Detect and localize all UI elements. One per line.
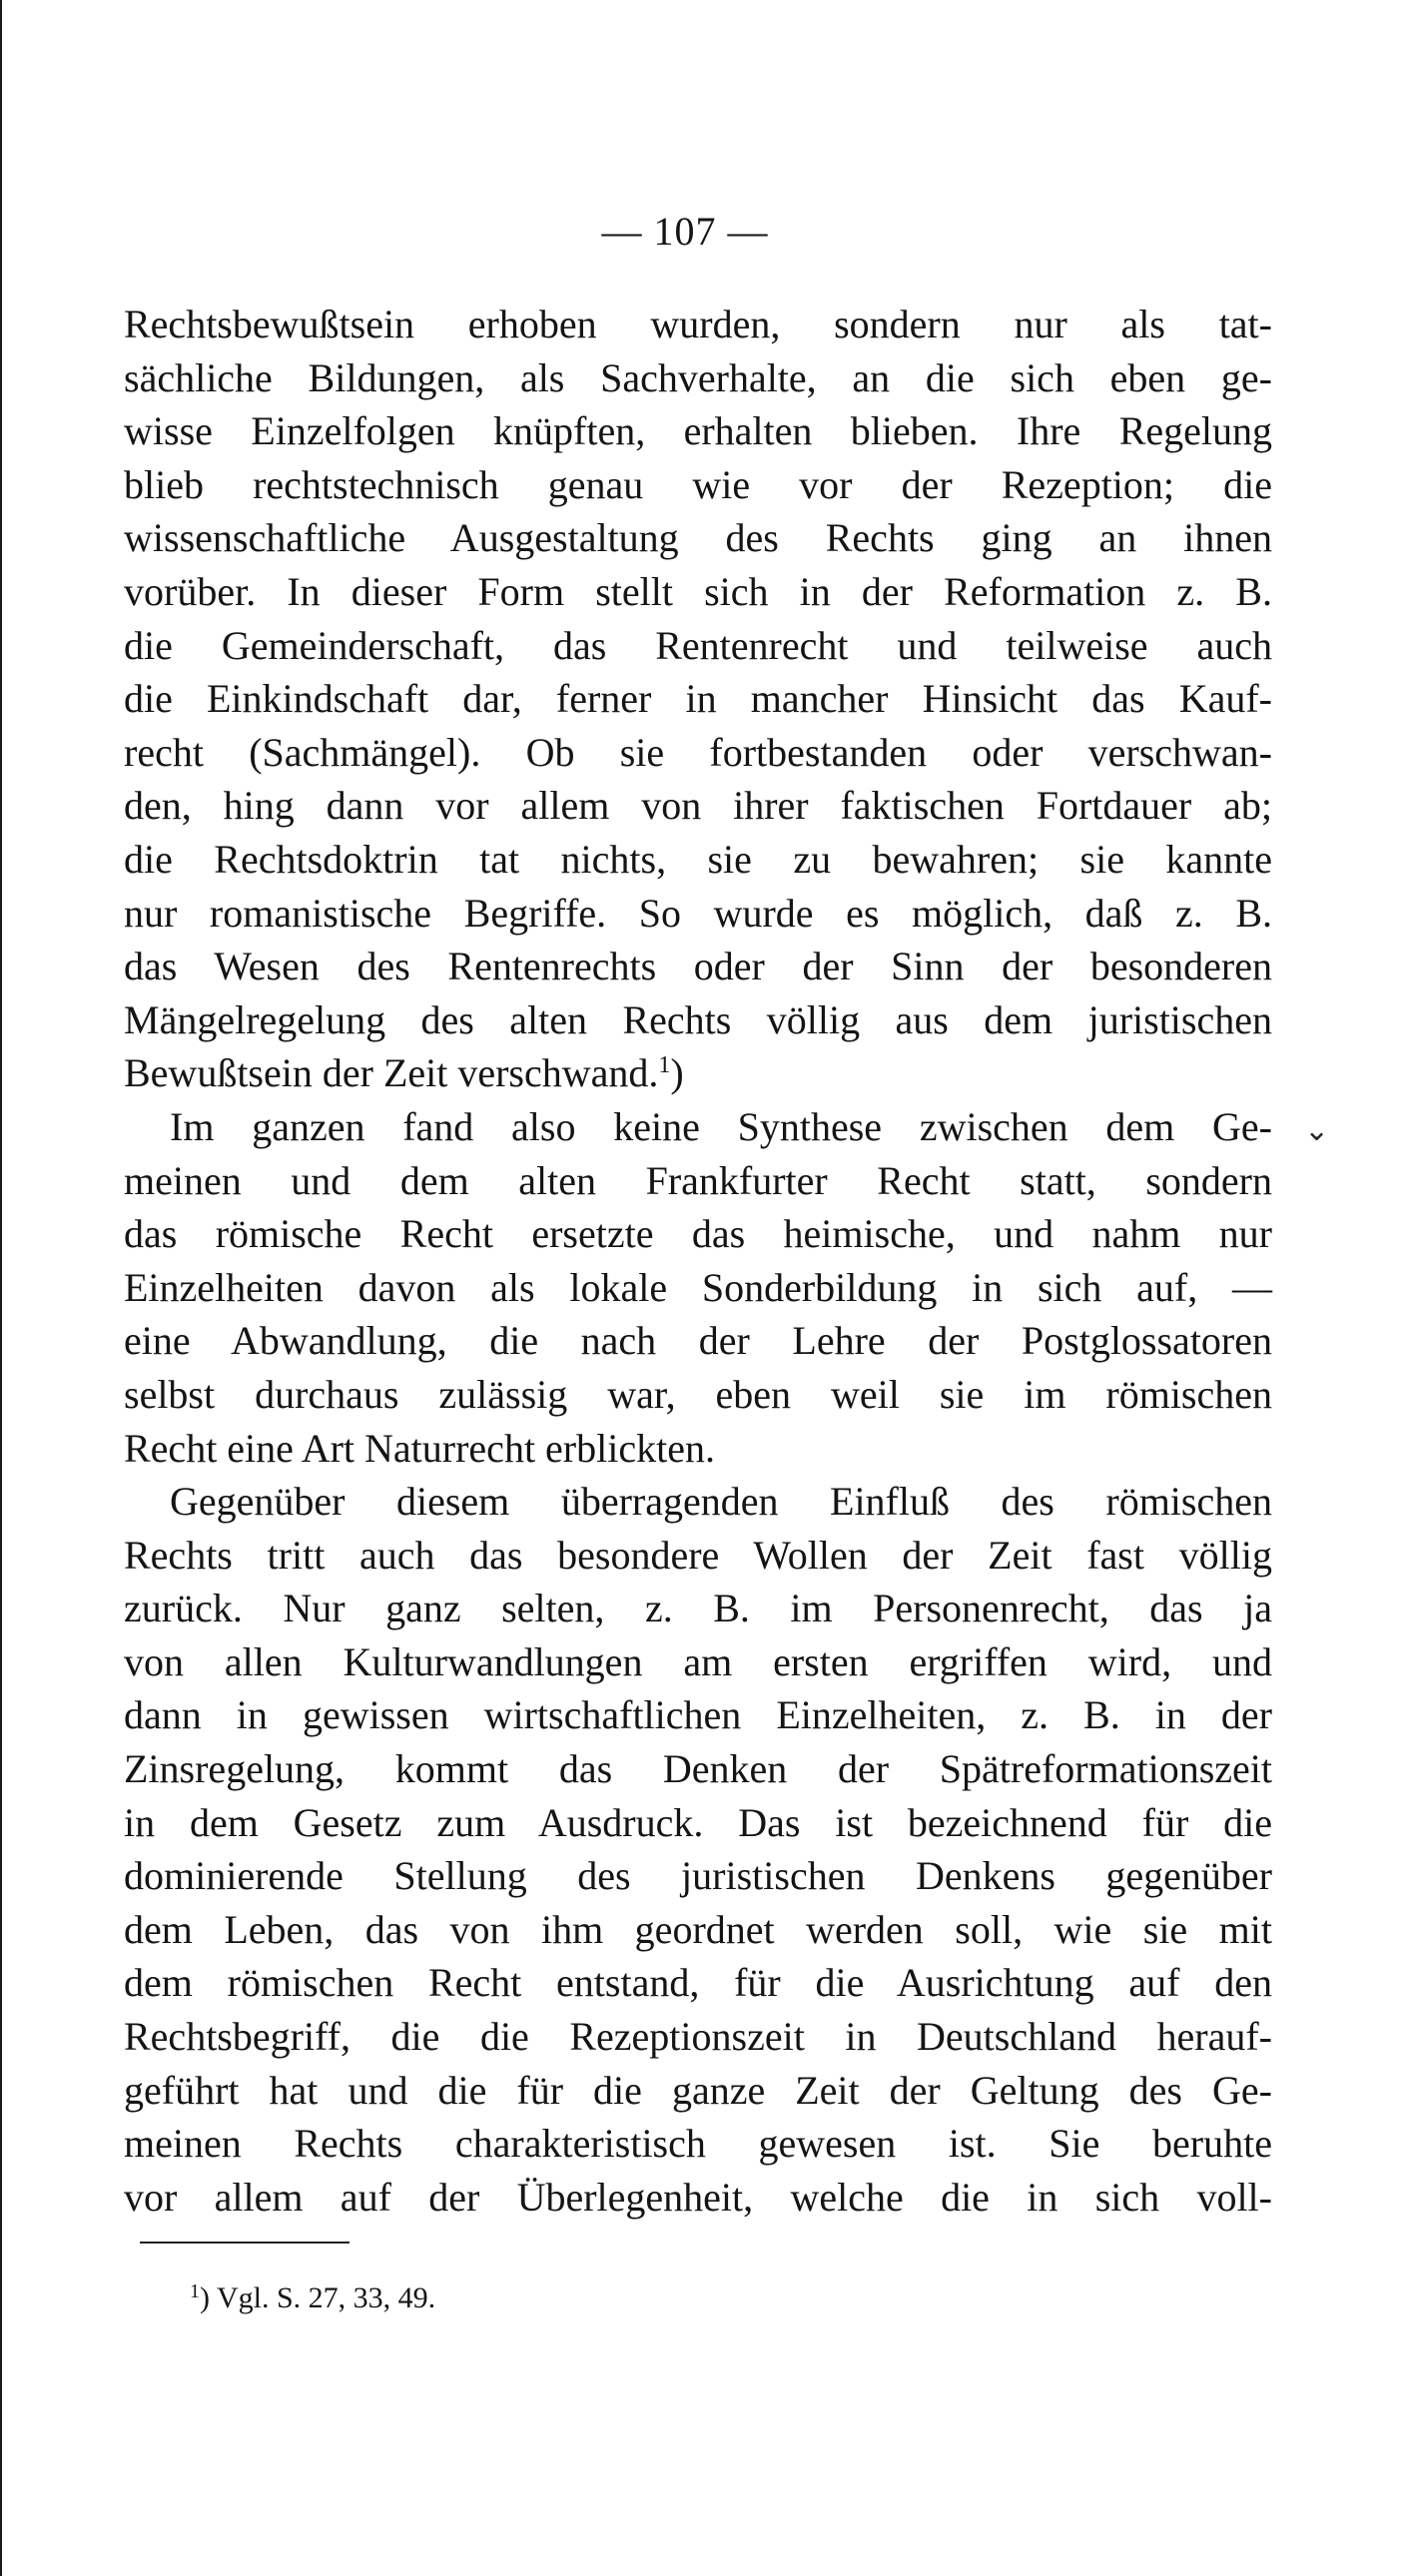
text-line: wissenschaftliche Ausgestaltung des Rechts ging an ihnen [124, 515, 1272, 561]
text-line: dann in gewissen wirtschaftlichen Einzelheiten, z. B. in der [124, 1692, 1272, 1738]
text-line: geführt hat und die für die ganze Zeit der Geltung des Ge- [124, 2067, 1272, 2113]
text-line: dem römischen Recht entstand, für die Ausrichtung auf den [124, 1960, 1272, 2006]
text-fragment: Bewußtsein der Zeit verschwand. [124, 1050, 659, 1096]
text-line: vor allem auf der Überlegenheit, welche die in sich voll- [124, 2174, 1272, 2220]
text-line: sächliche Bildungen, als Sachverhalte, an die sich eben ge- [124, 354, 1272, 400]
text-line: dem Leben, das von ihm geordnet werden soll, wie sie mit [124, 1906, 1272, 1952]
paragraph-3 [124, 1475, 1272, 2224]
text-line: Rechts tritt auch das besondere Wollen der Zeit fast völlig [124, 1532, 1272, 1578]
paragraph-2 [124, 1100, 1272, 1475]
text-line: die Einkindschaft dar, ferner in mancher Hinsicht das Kauf- [124, 676, 1272, 722]
footnote-divider [140, 2242, 350, 2244]
text-line: die Rechtsdoktrin tat nichts, sie zu bewahren; sie kannte [124, 836, 1272, 882]
text-line: Zinsregelung, kommt das Denken der Spätreformationszeit [124, 1745, 1272, 1791]
text-line: Recht eine Art Naturrecht erblickten. [124, 1425, 715, 1471]
footnote-marker: 1 [190, 2280, 200, 2302]
footnote-marker-paren: ) [200, 2281, 210, 2314]
text-line: das römische Recht ersetzte das heimische, und nahm nur [124, 1211, 1272, 1257]
text-line: meinen Rechts charakteristisch gewesen ist. Sie beruhte [124, 2121, 1272, 2167]
text-line: Rechtsbewußtsein erhoben wurden, sondern nur als tat- [124, 302, 1272, 346]
footnote [190, 2278, 435, 2318]
footnote-reference: 1 [658, 1052, 671, 1079]
footnote-reference-paren: ) [670, 1050, 684, 1096]
text-line: den, hing dann vor allem von ihrer faktischen Fortdauer ab; [124, 783, 1272, 829]
text-line: selbst durchaus zulässig war, eben weil sie im römischen [124, 1371, 1272, 1417]
text-line: zurück. Nur ganz selten, z. B. im Personenrecht, das ja [124, 1586, 1272, 1631]
text-line: meinen und dem alten Frankfurter Recht statt, sondern [124, 1157, 1272, 1203]
text-line: Rechtsbegriff, die die Rezeptionszeit in Deutschland herauf- [124, 2013, 1272, 2059]
text-line: blieb rechtstechnisch genau wie vor der Rezeption; die [124, 461, 1272, 507]
margin-mark: ⌄ [1304, 1114, 1330, 1147]
page-number: — 107 — [601, 209, 769, 254]
text-line: wisse Einzelfolgen knüpften, erhalten blieben. Ihre Regelung [124, 408, 1272, 454]
text-line: eine Abwandlung, die nach der Lehre der Postglossatoren [124, 1318, 1272, 1364]
text-line: die Gemeinderschaft, das Rentenrecht und teilweise auch [124, 622, 1272, 668]
text-line: Einzelheiten davon als lokale Sonderbildung in sich auf, — [124, 1264, 1272, 1310]
text-line: Im ganzen fand also keine Synthese zwischen dem Ge- [170, 1104, 1272, 1149]
page-edge [0, 0, 2, 2576]
paragraph-1 [124, 298, 1272, 1100]
text-line: das Wesen des Rentenrechts oder der Sinn der besonderen [124, 944, 1272, 989]
text-line: dominierende Stellung des juristischen Denkens gegenüber [124, 1853, 1272, 1899]
text-line: in dem Gesetz zum Ausdruck. Das ist bezeichnend für die [124, 1799, 1272, 1845]
text-line: von allen Kulturwandlungen am ersten ergriffen wird, und [124, 1638, 1272, 1684]
text-line: vorüber. In dieser Form stellt sich in der Reformation z. B. [124, 568, 1272, 614]
text-line: Mängelregelung des alten Rechts völlig aus dem juristischen [124, 996, 1272, 1042]
text-line-last [124, 1046, 1272, 1100]
footnote-text: Vgl. S. 27, 33, 49. [216, 2281, 436, 2314]
text-line: nur romanistische Begriffe. So wurde es möglich, daß z. B. [124, 890, 1272, 936]
text-line: recht (Sachmängel). Ob sie fortbestanden oder verschwan- [124, 729, 1272, 775]
text-line: Gegenüber diesem überragenden Einfluß des römischen [170, 1479, 1272, 1524]
